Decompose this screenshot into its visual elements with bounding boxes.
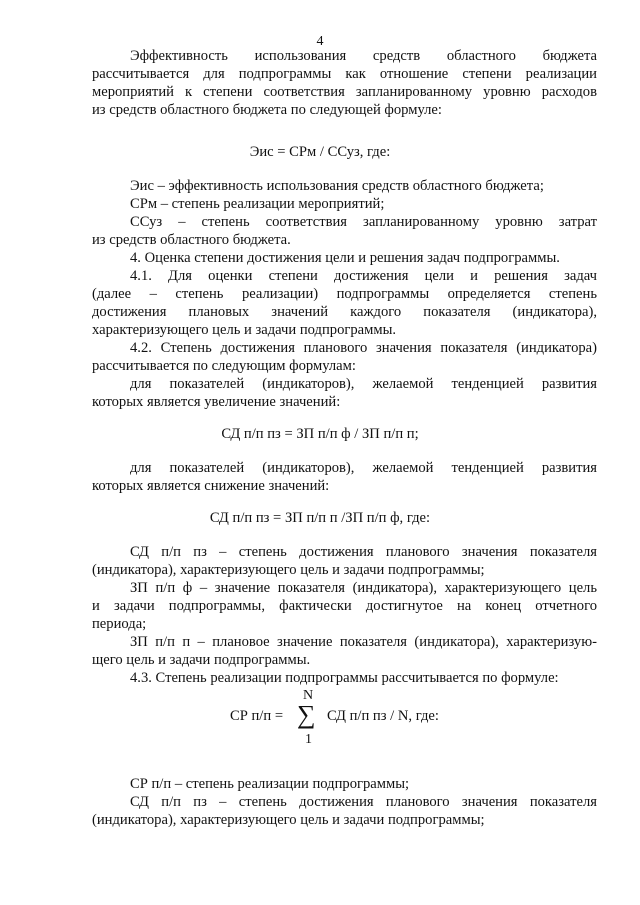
text-line: (индикатора), характеризующего цель и задачи подпрограммы; [92, 562, 485, 578]
text-line: ССуз – степень соответствия запланированному уровню затрат [130, 214, 597, 230]
text-line: для показателей (индикаторов), желаемой тенденцией развития [130, 460, 597, 476]
text-line: и задачи подпрограммы, фактически достигнутое на конец отчетного [92, 598, 597, 614]
text-line: (далее – степень реализации) подпрограммы определяется степень [92, 286, 597, 302]
sum-lower-limit: 1 [305, 732, 312, 747]
sum-formula-right: СД п/п пз / N, где: [327, 708, 439, 724]
text-line: рассчитывается по следующим формулам: [92, 358, 356, 374]
text-line: Эис – эффективность использования средств областного бюджета; [130, 178, 544, 194]
text-line: Эис = СРм / ССуз, где: [249, 144, 391, 160]
text-line: СР п/п – степень реализации подпрограммы; [130, 776, 410, 792]
text-line: ЗП п/п п – плановое значение показателя (индикатора), характеризую- [130, 634, 597, 650]
text-line: мероприятий к степени соответствия запланированному уровню расходов [92, 84, 597, 100]
text-line: Эффективность использования средств областного бюджета [130, 48, 597, 64]
text-line: (индикатора), характеризующего цель и задачи подпрограммы; [92, 812, 485, 828]
text-line: которых является увеличение значений: [92, 394, 341, 410]
text-line: СД п/п пз – степень достижения планового значения показателя [130, 794, 597, 810]
text-line: СРм – степень реализации мероприятий; [130, 196, 385, 212]
text-line: СД п/п пз = ЗП п/п ф / ЗП п/п п; [221, 426, 419, 442]
text-line: щего цель и задачи подпрограммы. [92, 652, 311, 668]
sum-sigma: ∑ [297, 700, 316, 729]
text-line: из средств областного бюджета. [92, 232, 291, 248]
text-line: рассчитывается для подпрограммы как отношение степени реализации [92, 66, 597, 82]
text-line: из средств областного бюджета по следующей формуле: [92, 102, 442, 118]
text-line: 4. Оценка степени достижения цели и решения задач подпрограммы. [130, 250, 560, 266]
text-line: СД п/п пз = ЗП п/п п /ЗП п/п ф, где: [209, 510, 431, 526]
text-line: характеризующего цель и задачи подпрограммы. [92, 322, 397, 338]
page-number: 4 [316, 34, 324, 49]
sum-upper-limit: N [303, 688, 314, 703]
text-line: достижения плановых значений каждого показателя (индикатора), [92, 304, 597, 320]
text-line: 4.1. Для оценки степени достижения цели и решения задач [130, 268, 597, 284]
text-line: ЗП п/п ф – значение показателя (индикатора), характеризующего цель [130, 580, 597, 596]
text-line: для показателей (индикаторов), желаемой тенденцией развития [130, 376, 597, 392]
sum-formula-left: СР п/п = [230, 708, 284, 724]
text-line: СД п/п пз – степень достижения планового значения показателя [130, 544, 597, 560]
text-line: которых является снижение значений: [92, 478, 330, 494]
text-line: периода; [92, 616, 147, 632]
text-line: 4.3. Степень реализации подпрограммы рассчитывается по формуле: [130, 670, 559, 686]
text-line: 4.2. Степень достижения планового значения показателя (индикатора) [130, 340, 597, 356]
